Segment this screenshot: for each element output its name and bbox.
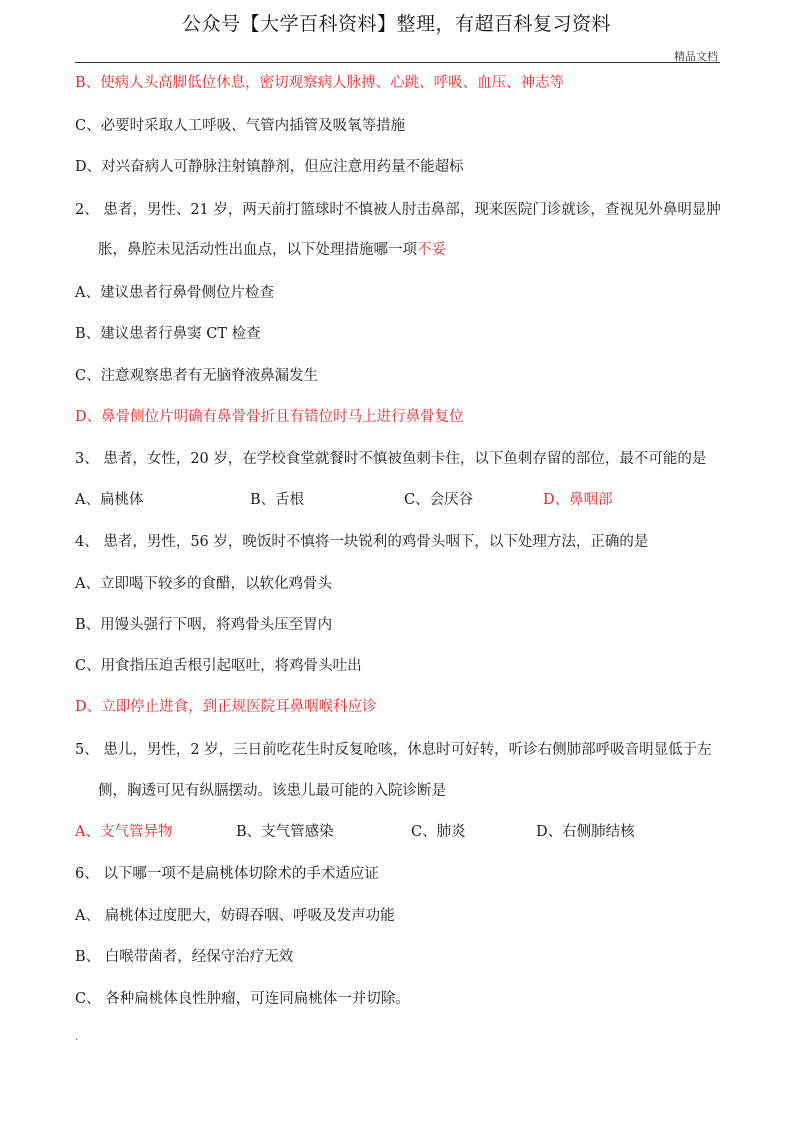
header-divider bbox=[75, 62, 720, 63]
option-line: D、对兴奋病人可静脉注射镇静剂，但应注意用药量不能超标 bbox=[75, 159, 464, 175]
q3-option-a: A、扁桃体 bbox=[75, 492, 144, 508]
question-2-text-cont bbox=[98, 240, 446, 260]
question-2-text: 2、 患者，男性、21 岁，两天前打篮球时不慎被人肘击鼻部，现来医院门诊就诊，查视见外鼻明显肿 bbox=[75, 202, 721, 218]
q4-option-b: B、用馒头强行下咽，将鸡骨头压至胃内 bbox=[75, 617, 333, 633]
q3-option-c: C、会厌谷 bbox=[404, 492, 474, 508]
question-5-text: 5、 患儿，男性，2 岁，三日前吃花生时反复呛咳，休息时可好转，听诊右侧肺部呼吸音明显低于左 bbox=[75, 742, 712, 758]
question-2-text-main: 胀，鼻腔未见活动性出血点，以下处理措施哪一项 bbox=[98, 242, 417, 258]
answer-option-line: B、使病人头高脚低位休息，密切观察病人脉搏、心跳、呼吸、血压、神志等 bbox=[75, 75, 565, 91]
q2-option-a: A、建议患者行鼻骨侧位片检查 bbox=[75, 285, 274, 301]
q4-option-c: C、用食指压迫舌根引起呕吐，将鸡骨头吐出 bbox=[75, 658, 362, 674]
q4-option-d-answer: D、立即停止进食，到正规医院耳鼻咽喉科应诊 bbox=[75, 699, 377, 715]
q2-option-b: B、建议患者行鼻窦 CT 检查 bbox=[75, 326, 261, 342]
question-5-text-cont: 侧，胸透可见有纵膈摆动。该患儿最可能的入院诊断是 bbox=[98, 783, 446, 799]
question-6-text: 6、 以下哪一项不是扁桃体切除术的手术适应证 bbox=[75, 866, 379, 882]
q2-option-c: C、注意观察患者有无脑脊液鼻漏发生 bbox=[75, 368, 319, 384]
q2-option-d-answer: D、鼻骨侧位片明确有鼻骨骨折且有错位时马上进行鼻骨复位 bbox=[75, 409, 464, 425]
q6-option-a: A、 扁桃体过度肥大，妨碍吞咽、呼吸及发声功能 bbox=[75, 908, 395, 924]
question-3-text: 3、 患者，女性，20 岁，在学校食堂就餐时不慎被鱼刺卡住，以下鱼刺存留的部位，最不可能的是 bbox=[75, 451, 707, 467]
footer-dot: . bbox=[75, 1032, 79, 1043]
q6-option-b: B、 白喉带菌者，经保守治疗无效 bbox=[75, 949, 294, 965]
header-tag: 精品文档 bbox=[674, 50, 718, 63]
q4-option-a: A、立即喝下较多的食醋，以软化鸡骨头 bbox=[75, 576, 332, 592]
question-4-text: 4、 患者，男性，56 岁，晚饭时不慎将一块锐利的鸡骨头咽下，以下处理方法，正确的是 bbox=[75, 534, 649, 550]
question-2-keyword: 不妥 bbox=[417, 242, 446, 258]
q6-option-c: C、 各种扁桃体良性肿瘤，可连同扁桃体一并切除。 bbox=[75, 991, 410, 1007]
q5-option-d: D、右侧肺结核 bbox=[536, 824, 635, 840]
q3-option-d-answer: D、鼻咽部 bbox=[543, 492, 613, 508]
q5-option-b: B、支气管感染 bbox=[236, 824, 334, 840]
q3-option-b: B、舌根 bbox=[250, 492, 305, 508]
page-header-title: 公众号【大学百科资料】整理，有超百科复习资料 bbox=[181, 13, 611, 35]
q5-option-a-answer: A、支气管异物 bbox=[75, 824, 173, 840]
q5-option-c: C、肺炎 bbox=[411, 824, 466, 840]
option-line: C、必要时采取人工呼吸、气管内插管及吸氧等措施 bbox=[75, 118, 406, 134]
